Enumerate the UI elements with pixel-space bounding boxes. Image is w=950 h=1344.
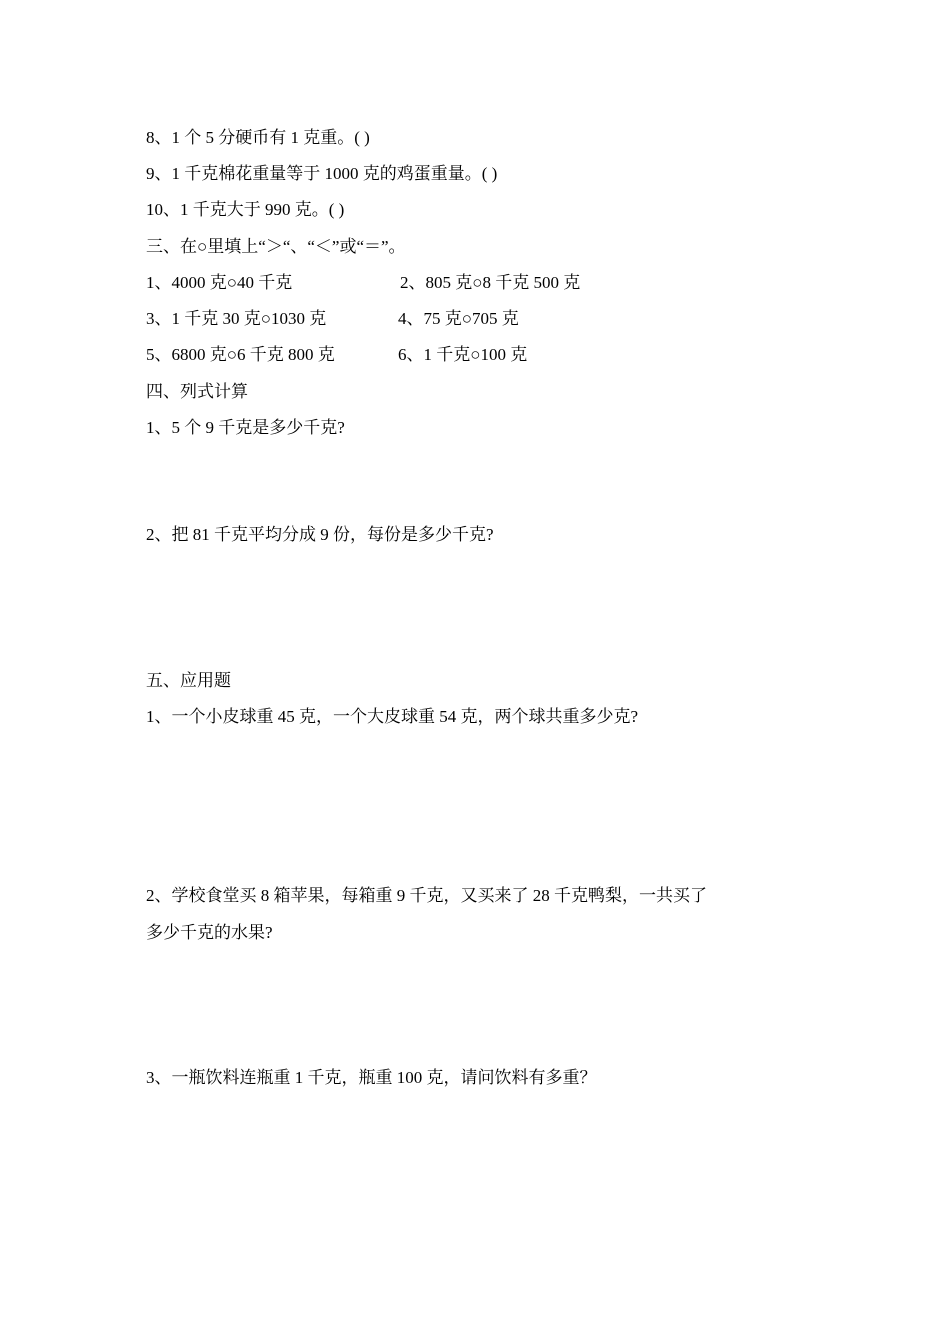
apply-question-1: 1、一个小皮球重 45 克，一个大皮球重 54 克，两个球共重多少克? [146, 707, 639, 726]
judge-question-9: 9、1 千克棉花重量等于 1000 克的鸡蛋重量。( ) [146, 164, 498, 183]
judge-question-8: 8、1 个 5 分硬币有 1 克重。( ) [146, 128, 370, 147]
compare-row [146, 307, 519, 331]
apply-question-2-line-1: 2、学校食堂买 8 箱苹果，每箱重 9 千克，又买来了 28 千克鸭梨，一共买了 [146, 886, 707, 905]
compare-item-5: 5、6800 克○6 千克 800 克 [146, 345, 335, 364]
compare-item-4: 4、75 克○705 克 [398, 309, 519, 328]
compare-item-6: 6、1 千克○100 克 [398, 345, 528, 364]
compare-section-heading: 三、在○里填上“＞“、“＜”或“＝”。 [146, 237, 406, 256]
compare-item-1: 1、4000 克○40 千克 [146, 273, 293, 292]
apply-question-3: 3、一瓶饮料连瓶重 1 千克，瓶重 100 克，请问饮料有多重？ [146, 1068, 597, 1087]
compare-item-2: 2、805 克○8 千克 500 克 [400, 273, 581, 292]
calc-question-1: 1、5 个 9 千克是多少千克? [146, 418, 345, 437]
compare-item-3: 3、1 千克 30 克○1030 克 [146, 309, 327, 328]
apply-question-2-line-2: 多少千克的水果? [146, 923, 273, 942]
compare-row [146, 343, 528, 367]
calc-question-2: 2、把 81 千克平均分成 9 份，每份是多少千克? [146, 525, 494, 544]
judge-question-10: 10、1 千克大于 990 克。( ) [146, 200, 345, 219]
apply-section-heading: 五、应用题 [146, 671, 231, 690]
calc-section-heading: 四、列式计算 [146, 382, 248, 401]
compare-row [146, 271, 581, 295]
